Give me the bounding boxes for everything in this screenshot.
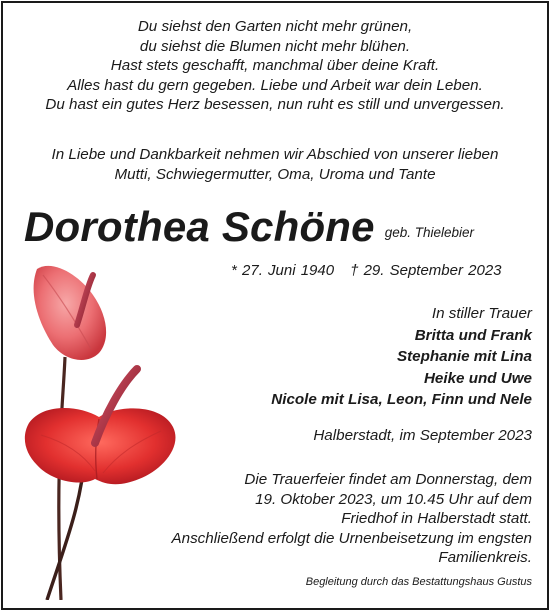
place-date: Halberstadt, im September 2023 [313,427,532,444]
poem-line: Alles hast du gern gegeben. Liebe und Arbeit war dein Leben. [67,76,483,94]
farewell-text [3,145,547,184]
poem [3,17,547,115]
mourner-name: Britta und Frank [414,326,532,344]
deceased-name: Dorothea Schöne [24,203,375,250]
deceased-name-row [24,201,474,253]
birth-name: geb. Thielebier [384,225,475,240]
undertaker-note: Begleitung durch das Bestattungshaus Gustus [305,576,532,588]
mourner-name: Nicole mit Lisa, Leon, Finn und Nele [271,391,532,408]
poem-line: Du siehst den Garten nicht mehr grünen, [137,18,413,35]
farewell-line: Mutti, Schwiegermutter, Oma, Uroma und Tante [114,165,436,183]
poem-line: Hast stets geschafft, manchmal über deine Kraft. [110,57,440,75]
service-line: Friedhof in Halberstadt statt. [341,510,532,528]
death-date: † 29. September 2023 [350,262,502,279]
mourners-intro: In stiller Trauer [431,305,532,322]
service-line: Familienkreis. [438,549,532,567]
birth-date: * 27. Juni 1940 [231,262,335,279]
mourner-name: Stephanie mit Lina [396,348,532,365]
poem-line: Du hast ein gutes Herz besessen, nun ruht es still und unvergessen. [45,96,505,114]
life-dates [231,262,502,279]
service-line: Die Trauerfeier findet am Donnerstag, dem [244,471,532,488]
obituary-card [1,1,549,610]
service-line: 19. Oktober 2023, um 10.45 Uhr auf dem [255,490,532,508]
mourners-block [271,303,532,411]
service-info [172,470,533,568]
service-line: Anschließend erfolgt die Urnenbeisetzung im engsten [171,529,532,547]
farewell-line: In Liebe und Dankbarkeit nehmen wir Abschied von unserer lieben [51,146,499,163]
poem-line: du siehst die Blumen nicht mehr blühen. [139,37,411,55]
mourner-name: Heike und Uwe [423,369,532,387]
